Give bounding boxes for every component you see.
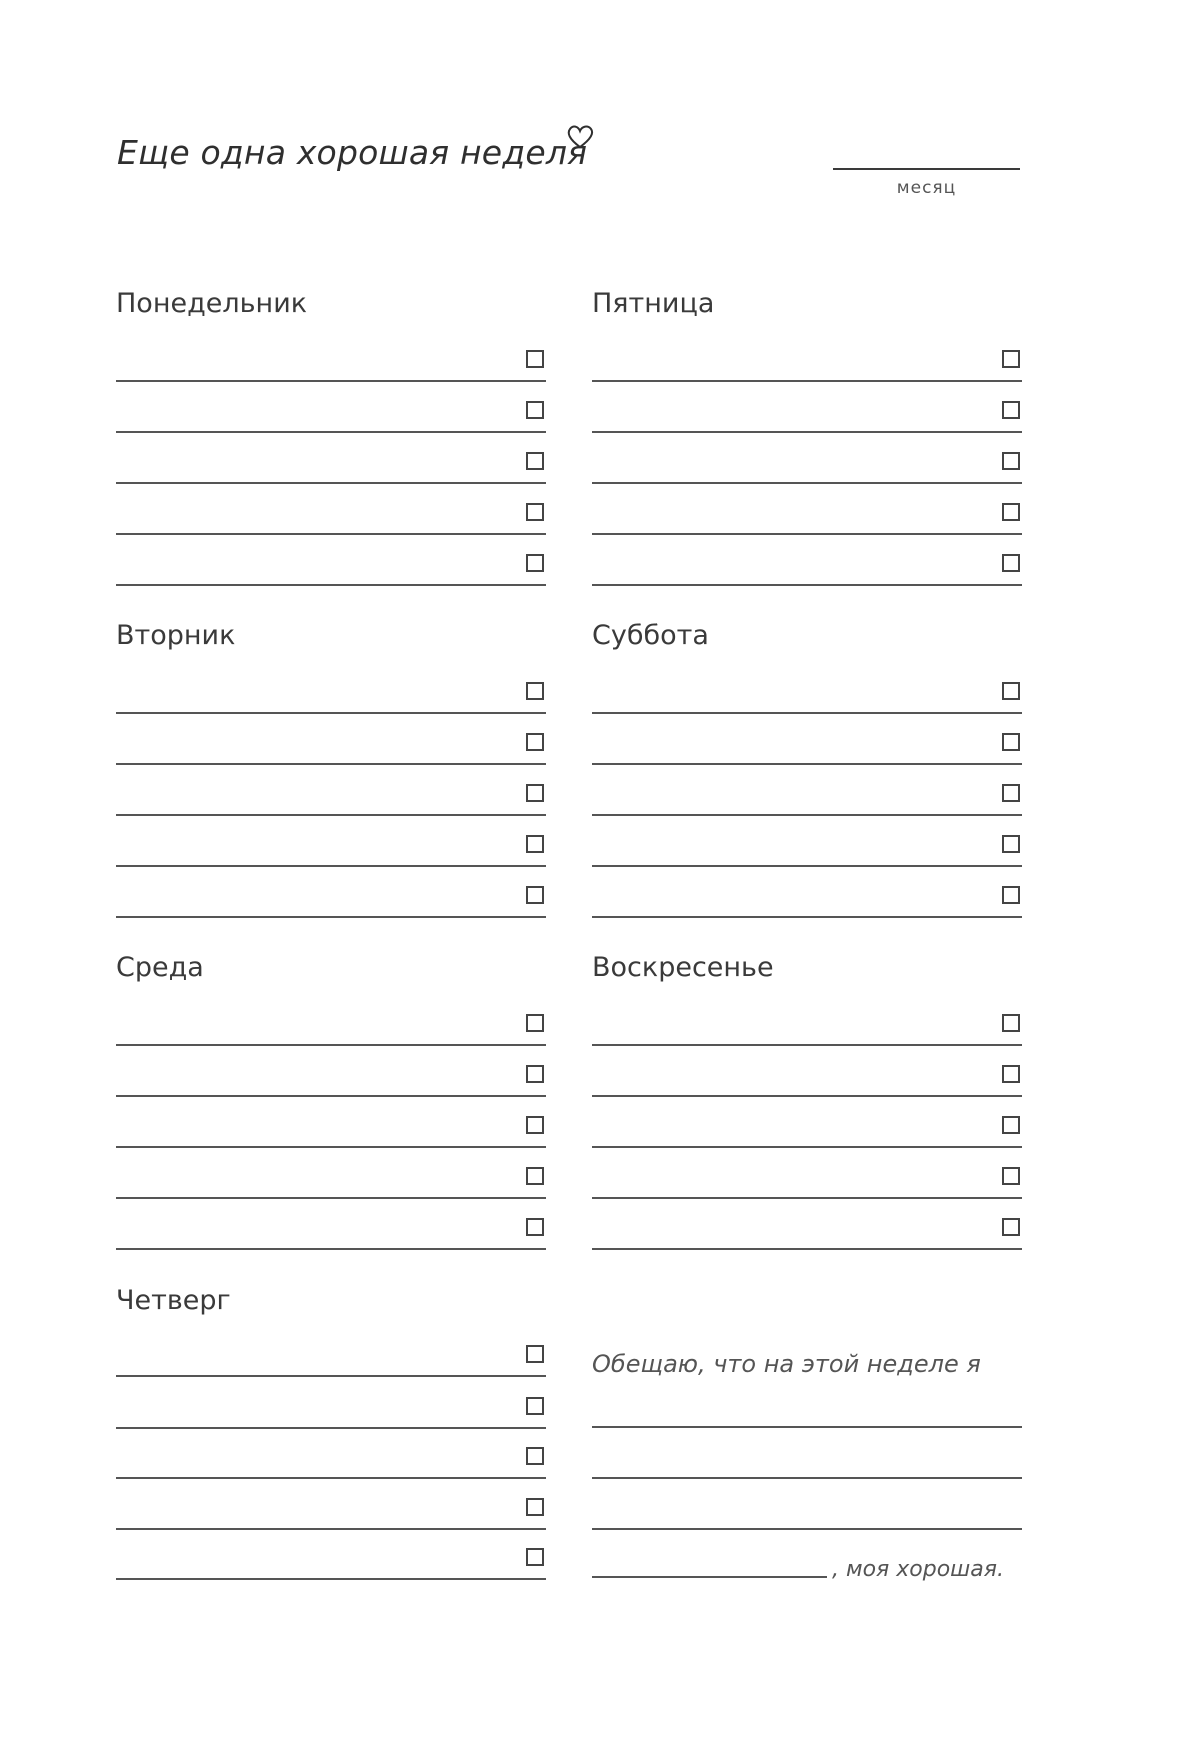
task-row[interactable] xyxy=(116,784,546,816)
checkbox[interactable] xyxy=(526,452,544,470)
checkbox[interactable] xyxy=(1002,733,1020,751)
task-row[interactable] xyxy=(592,401,1022,433)
checkbox[interactable] xyxy=(526,1065,544,1083)
checkbox[interactable] xyxy=(1002,1014,1020,1032)
task-row[interactable] xyxy=(592,1167,1022,1199)
task-row[interactable] xyxy=(116,835,546,867)
task-row[interactable] xyxy=(592,682,1022,714)
page-title: Еще одна хорошая неделя xyxy=(117,133,588,172)
task-row[interactable] xyxy=(116,452,546,484)
day-title: Суббота xyxy=(592,620,709,651)
task-row[interactable] xyxy=(116,1397,546,1429)
task-row[interactable] xyxy=(592,784,1022,816)
checkbox[interactable] xyxy=(1002,835,1020,853)
checkbox[interactable] xyxy=(526,1548,544,1566)
day-title: Пятница xyxy=(592,288,715,319)
name-line[interactable] xyxy=(592,1576,827,1578)
checkbox[interactable] xyxy=(526,1167,544,1185)
checkbox[interactable] xyxy=(526,1397,544,1415)
checkbox[interactable] xyxy=(526,835,544,853)
day-title: Воскресенье xyxy=(592,952,774,983)
task-row[interactable] xyxy=(116,350,546,382)
checkbox[interactable] xyxy=(526,401,544,419)
task-row[interactable] xyxy=(592,554,1022,586)
task-row[interactable] xyxy=(592,452,1022,484)
checkbox[interactable] xyxy=(1002,1065,1020,1083)
task-row[interactable] xyxy=(592,1116,1022,1148)
promise-line[interactable] xyxy=(592,1426,1022,1428)
promise-line[interactable] xyxy=(592,1528,1022,1530)
checkbox[interactable] xyxy=(1002,1116,1020,1134)
checkbox[interactable] xyxy=(526,503,544,521)
task-row[interactable] xyxy=(116,503,546,535)
checkbox[interactable] xyxy=(526,682,544,700)
task-row[interactable] xyxy=(592,350,1022,382)
checkbox[interactable] xyxy=(526,554,544,572)
task-row[interactable] xyxy=(116,733,546,765)
checkbox[interactable] xyxy=(526,733,544,751)
checkbox[interactable] xyxy=(1002,350,1020,368)
checkbox[interactable] xyxy=(526,1345,544,1363)
checkbox[interactable] xyxy=(526,886,544,904)
task-row[interactable] xyxy=(116,1065,546,1097)
task-row[interactable] xyxy=(592,1218,1022,1250)
task-row[interactable] xyxy=(116,1116,546,1148)
task-row[interactable] xyxy=(116,1014,546,1046)
checkbox[interactable] xyxy=(526,784,544,802)
month-label: месяц xyxy=(896,178,957,198)
checkbox[interactable] xyxy=(1002,503,1020,521)
task-row[interactable] xyxy=(116,682,546,714)
task-row[interactable] xyxy=(116,886,546,918)
checkbox[interactable] xyxy=(1002,554,1020,572)
checkbox[interactable] xyxy=(526,1218,544,1236)
promise-line[interactable] xyxy=(592,1477,1022,1479)
day-title: Вторник xyxy=(116,620,236,651)
task-row[interactable] xyxy=(592,886,1022,918)
task-row[interactable] xyxy=(116,401,546,433)
checkbox[interactable] xyxy=(1002,401,1020,419)
task-row[interactable] xyxy=(116,1447,546,1479)
checkbox[interactable] xyxy=(1002,682,1020,700)
checkbox[interactable] xyxy=(1002,886,1020,904)
task-row[interactable] xyxy=(116,1218,546,1250)
task-row[interactable] xyxy=(592,1065,1022,1097)
checkbox[interactable] xyxy=(1002,1218,1020,1236)
task-row[interactable] xyxy=(116,1345,546,1377)
task-row[interactable] xyxy=(592,1014,1022,1046)
task-row[interactable] xyxy=(592,835,1022,867)
checkbox[interactable] xyxy=(526,1116,544,1134)
month-line[interactable] xyxy=(833,168,1020,170)
day-title: Среда xyxy=(116,952,204,983)
task-row[interactable] xyxy=(116,1167,546,1199)
task-row[interactable] xyxy=(592,733,1022,765)
task-row[interactable] xyxy=(116,1498,546,1530)
task-row[interactable] xyxy=(116,554,546,586)
checkbox[interactable] xyxy=(1002,1167,1020,1185)
checkbox[interactable] xyxy=(526,1447,544,1465)
checkbox[interactable] xyxy=(526,1498,544,1516)
checkbox[interactable] xyxy=(526,1014,544,1032)
checkbox[interactable] xyxy=(1002,452,1020,470)
promise-intro: Обещаю, что на этой неделе я xyxy=(592,1350,981,1378)
checkbox[interactable] xyxy=(1002,784,1020,802)
day-title: Четверг xyxy=(116,1285,231,1316)
heart-outline-icon xyxy=(565,122,595,150)
task-row[interactable] xyxy=(592,503,1022,535)
day-title: Понедельник xyxy=(116,288,308,319)
task-row[interactable] xyxy=(116,1548,546,1580)
promise-closing: , моя хорошая. xyxy=(832,1557,1005,1582)
checkbox[interactable] xyxy=(526,350,544,368)
